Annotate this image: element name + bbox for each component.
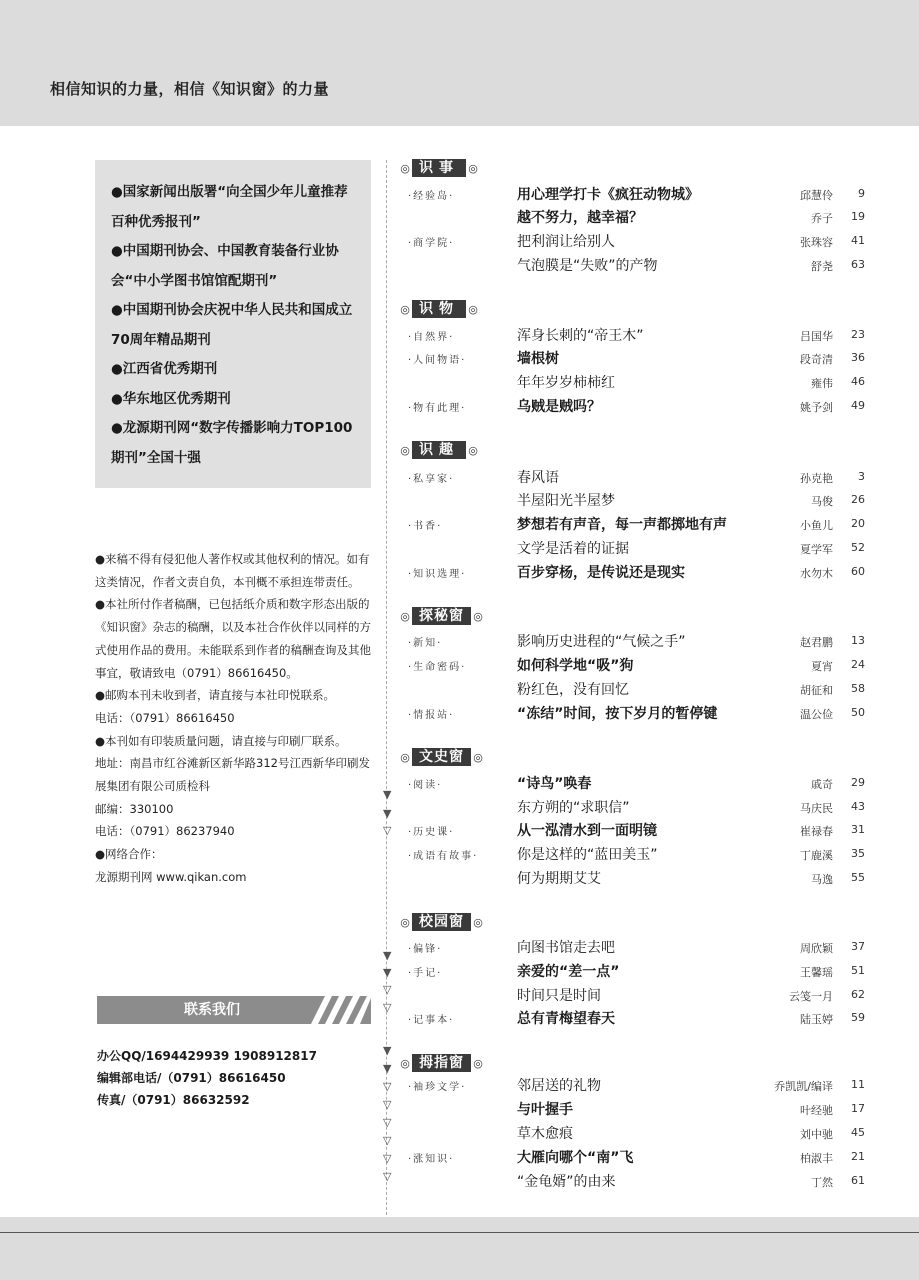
author-name: 丁鹿溪	[800, 849, 833, 862]
article-title: 越不努力，越幸福？	[517, 210, 643, 226]
column-name: ·情报站·	[408, 710, 455, 721]
ornament-icon: ◎	[468, 443, 478, 457]
ornament-icon: ◎	[473, 750, 483, 764]
page-number: 35	[851, 847, 865, 860]
honor-item: ●华东地区优秀期刊	[111, 390, 231, 407]
column-name: ·涨知识·	[408, 1154, 455, 1165]
page-number: 13	[851, 634, 865, 647]
page-number: 63	[851, 258, 865, 271]
article-title: 东方朔的“求职信”	[517, 800, 630, 816]
contact-title: 联系我们	[184, 1002, 240, 1018]
ornament-icon: ◎	[400, 161, 410, 175]
article-title: 从一泓清水到一面明镜	[517, 823, 657, 839]
contact-line: 传真/（0791）86632592	[97, 1093, 250, 1107]
section-title: 文史窗	[412, 748, 471, 766]
notice-line: 地址：南昌市红谷滩新区新华路312号江西新华印刷发展集团有限公司质检科	[95, 756, 370, 794]
page-number: 11	[851, 1078, 865, 1091]
article-title: 浑身长刺的“帝王木”	[517, 328, 644, 344]
author-name: 小鱼儿	[800, 519, 833, 532]
toc-entry[interactable]	[398, 773, 868, 795]
author-name: 乔子	[811, 212, 833, 225]
section-header	[398, 913, 485, 931]
ornament-icon: ◎	[400, 609, 410, 623]
section-title: 探秘窗	[412, 607, 471, 625]
author-name: 张珠容	[800, 236, 833, 249]
toc-entry[interactable]	[398, 514, 868, 536]
honor-item: ●中国期刊协会庆祝中华人民共和国成立70周年精品期刊	[111, 302, 353, 348]
page-slogan: 相信知识的力量，相信《知识窗》的力量	[50, 80, 330, 98]
triangle-marker-icon: ▼	[383, 788, 392, 801]
contact-line: 编辑部电话/（0791）86616450	[97, 1071, 286, 1085]
toc-entry[interactable]	[398, 1075, 868, 1097]
triangle-marker-icon: ▽	[383, 1134, 392, 1147]
author-name: 刘中驰	[800, 1128, 833, 1141]
notice-line: 电话：（0791）86616450	[95, 710, 235, 725]
contact-line: 办公QQ/1694429939 1908912817	[97, 1049, 317, 1063]
footer-band	[0, 1217, 919, 1280]
page-number: 49	[851, 399, 865, 412]
toc-entry[interactable]	[398, 348, 868, 370]
toc-entry[interactable]	[398, 1147, 868, 1169]
author-name: 马俊	[811, 495, 833, 508]
toc-entry[interactable]	[398, 325, 868, 347]
triangle-marker-icon: ▽	[383, 983, 392, 996]
triangle-marker-icon: ▼	[383, 949, 392, 962]
article-title: 半屋阳光半屋梦	[517, 493, 615, 509]
article-title: 与叶握手	[517, 1102, 573, 1118]
section-header	[398, 607, 485, 625]
author-name: 叶经驰	[800, 1104, 833, 1117]
author-name: 水勿木	[800, 567, 833, 580]
section-header	[398, 1054, 485, 1072]
triangle-marker-icon: ▽	[383, 1116, 392, 1129]
toc-entry[interactable]	[398, 231, 868, 253]
toc-entry[interactable]	[398, 372, 868, 394]
toc-entry[interactable]	[398, 679, 868, 701]
page-number: 29	[851, 776, 865, 789]
honor-item: ●江西省优秀期刊	[111, 361, 218, 377]
page-number: 9	[858, 187, 865, 200]
page-number: 36	[851, 351, 865, 364]
article-title: 用心理学打卡《疯狂动物城》	[517, 187, 699, 203]
section-title: 识事	[412, 159, 466, 177]
section-title: 识物	[412, 300, 466, 318]
author-name: 柏淑丰	[800, 1152, 833, 1165]
notice-line: 龙源期刊网 www.qikan.com	[95, 869, 247, 884]
page-number: 41	[851, 234, 865, 247]
triangle-marker-icon: ▽	[383, 1098, 392, 1111]
toc-entry[interactable]	[398, 937, 868, 959]
section-title: 拇指窗	[412, 1054, 471, 1072]
column-name: ·阅读·	[408, 780, 443, 791]
article-title: 乌贼是贼吗？	[517, 399, 601, 415]
column-name: ·成语有故事·	[408, 851, 479, 862]
toc-entry[interactable]	[398, 631, 868, 653]
page-number: 26	[851, 493, 865, 506]
ornament-icon: ◎	[400, 302, 410, 316]
toc-entry[interactable]	[398, 961, 868, 983]
honor-item: ●国家新闻出版署“向全国少年儿童推荐百种优秀报刊”	[111, 184, 348, 230]
article-title: 邻居送的礼物	[517, 1078, 601, 1094]
notice-line: ●网络合作：	[95, 847, 163, 862]
author-name: 马庆民	[800, 802, 833, 815]
toc-entry[interactable]	[398, 184, 868, 206]
article-title: 年年岁岁柿柿红	[517, 375, 615, 391]
page-number: 61	[851, 1174, 865, 1187]
author-name: 温公俭	[800, 708, 833, 721]
article-title: 百步穿杨，是传说还是现实	[517, 565, 685, 581]
ornament-icon: ◎	[400, 750, 410, 764]
section-title: 校园窗	[412, 913, 471, 931]
toc-entry[interactable]	[398, 820, 868, 842]
author-name: 吕国华	[800, 330, 833, 343]
author-name: 夏宵	[811, 660, 833, 673]
notice-line: 邮编：330100	[95, 801, 174, 816]
page-number: 19	[851, 210, 865, 223]
notice-line: ●本刊如有印装质量问题，请直接与印刷厂联系。	[95, 733, 347, 748]
footer-rule	[0, 1232, 919, 1233]
page-number: 55	[851, 871, 865, 884]
column-name: ·商学院·	[408, 238, 455, 249]
article-title: “诗鸟”唤春	[517, 776, 592, 792]
column-name: ·新知·	[408, 638, 443, 649]
article-title: 向图书馆走去吧	[517, 940, 615, 956]
notice-line: ●来稿不得有侵犯他人著作权或其他权利的情况。如有这类情况，作者文责自负，本刊概不承担连带责任。	[95, 552, 370, 589]
ornament-icon: ◎	[400, 915, 410, 929]
section-header	[398, 300, 480, 318]
toc-entry[interactable]	[398, 1123, 868, 1145]
section-header	[398, 441, 480, 459]
page-number: 46	[851, 375, 865, 388]
article-title: 春风语	[517, 470, 559, 486]
column-name: ·经验岛·	[408, 191, 455, 202]
page-number: 52	[851, 541, 865, 554]
author-name: 王馨瑶	[800, 966, 833, 979]
toc-entry[interactable]	[398, 1008, 868, 1030]
article-title: 影响历史进程的“气候之手”	[517, 634, 686, 650]
page-number: 62	[851, 988, 865, 1001]
article-title: 时间只是时间	[517, 988, 601, 1004]
page-number: 3	[858, 470, 865, 483]
ornament-icon: ◎	[468, 302, 478, 316]
honor-item: ●龙源期刊网“数字传播影响力TOP100期刊”全国十强	[111, 420, 353, 466]
author-name: 云笺一月	[789, 990, 833, 1003]
author-name: 陆玉婷	[800, 1013, 833, 1026]
toc-entry[interactable]	[398, 868, 868, 890]
ornament-icon: ◎	[400, 443, 410, 457]
triangle-marker-icon: ▼	[383, 1062, 392, 1075]
contact-info	[97, 1045, 317, 1111]
triangle-marker-icon: ▽	[383, 1152, 392, 1165]
article-title: 你是这样的“蓝田美玉”	[517, 847, 658, 863]
contact-header	[97, 996, 371, 1024]
notice-line: ●本社所付作者稿酬，已包括纸介质和数字形态出版的《知识窗》杂志的稿酬，以及本社合作伙伴以同样的方式使用作品的费用。未能联系到作者的稿酬查询及其他事宜，敬请致电（0791）86616450。	[95, 597, 371, 680]
column-name: ·私享家·	[408, 474, 455, 485]
article-title: “金龟婿”的由来	[517, 1174, 616, 1190]
page-number: 37	[851, 940, 865, 953]
author-name: 周欣颖	[800, 942, 833, 955]
ornament-icon: ◎	[473, 609, 483, 623]
page-number: 58	[851, 682, 865, 695]
column-name: ·物有此理·	[408, 403, 467, 414]
toc-entry[interactable]	[398, 703, 868, 725]
toc-entry[interactable]	[398, 255, 868, 277]
ornament-icon: ◎	[473, 1056, 483, 1070]
notice-line: 电话：（0791）86237940	[95, 824, 235, 839]
notice-block	[95, 548, 377, 889]
article-title: 把利润让给别人	[517, 234, 615, 250]
page-number: 20	[851, 517, 865, 530]
toc-entry[interactable]	[398, 655, 868, 677]
stripe-decoration-icon	[301, 996, 371, 1024]
ornament-icon: ◎	[400, 1056, 410, 1070]
column-name: ·偏锋·	[408, 944, 443, 955]
author-name: 戚奇	[811, 778, 833, 791]
triangle-marker-icon: ▼	[383, 807, 392, 820]
page-number: 60	[851, 565, 865, 578]
page-number: 50	[851, 706, 865, 719]
page-number: 23	[851, 328, 865, 341]
toc-entry[interactable]	[398, 396, 868, 418]
section-header	[398, 748, 485, 766]
article-title: 气泡膜是“失败”的产物	[517, 258, 658, 274]
toc-entry[interactable]	[398, 797, 868, 819]
article-title: 梦想若有声音，每一声都掷地有声	[517, 517, 727, 533]
triangle-marker-icon: ▽	[383, 824, 392, 837]
triangle-marker-icon: ▽	[383, 1170, 392, 1183]
triangle-marker-icon: ▼	[383, 1044, 392, 1057]
toc-entry[interactable]	[398, 538, 868, 560]
page-number: 21	[851, 1150, 865, 1163]
article-title: “冻结”时间，按下岁月的暂停键	[517, 706, 718, 722]
section-title: 识趣	[412, 441, 466, 459]
toc-entry[interactable]	[398, 1171, 868, 1193]
honor-item: ●中国期刊协会、中国教育装备行业协会“中小学图书馆馆配期刊”	[111, 243, 339, 289]
toc-entry[interactable]	[398, 207, 868, 229]
toc-entry[interactable]	[398, 1099, 868, 1121]
author-name: 夏学军	[800, 543, 833, 556]
article-title: 亲爱的“差一点”	[517, 964, 620, 980]
column-name: ·自然界·	[408, 332, 455, 343]
page-number: 59	[851, 1011, 865, 1024]
honors-box	[95, 160, 371, 488]
article-title: 总有青梅望春天	[517, 1011, 615, 1027]
toc-entry[interactable]	[398, 562, 868, 584]
toc-entry[interactable]	[398, 490, 868, 512]
column-name: ·历史课·	[408, 827, 455, 838]
author-name: 雍伟	[811, 377, 833, 390]
author-name: 邱慧伶	[800, 189, 833, 202]
article-title: 何为期期艾艾	[517, 871, 601, 887]
page-number: 31	[851, 823, 865, 836]
article-title: 大雁向哪个“南”飞	[517, 1150, 634, 1166]
author-name: 姚予剑	[800, 401, 833, 414]
triangle-marker-icon: ▽	[383, 1080, 392, 1093]
page-number: 43	[851, 800, 865, 813]
section-header	[398, 159, 480, 177]
ornament-icon: ◎	[468, 161, 478, 175]
column-name: ·手记·	[408, 968, 443, 979]
author-name: 乔凯凯/编译	[774, 1080, 833, 1093]
page-number: 24	[851, 658, 865, 671]
author-name: 丁然	[811, 1176, 833, 1189]
author-name: 胡征和	[800, 684, 833, 697]
article-title: 粉红色，没有回忆	[517, 682, 629, 698]
page-number: 17	[851, 1102, 865, 1115]
triangle-marker-icon: ▼	[383, 966, 392, 979]
article-title: 如何科学地“吸”狗	[517, 658, 634, 674]
author-name: 舒尧	[811, 260, 833, 273]
page-number: 51	[851, 964, 865, 977]
page-number: 45	[851, 1126, 865, 1139]
article-title: 墙根树	[517, 351, 559, 367]
column-name: ·袖珍文学·	[408, 1082, 467, 1093]
triangle-marker-icon: ▽	[383, 1001, 392, 1014]
author-name: 段奇清	[800, 353, 833, 366]
ornament-icon: ◎	[473, 915, 483, 929]
author-name: 孙克艳	[800, 472, 833, 485]
toc-entry[interactable]	[398, 844, 868, 866]
article-title: 草木愈痕	[517, 1126, 573, 1142]
notice-line: ●邮购本刊未收到者，请直接与本社印悦联系。	[95, 688, 336, 703]
header-band	[0, 0, 919, 126]
author-name: 马逸	[811, 873, 833, 886]
author-name: 赵君鹏	[800, 636, 833, 649]
column-name: ·记事本·	[408, 1015, 455, 1026]
column-name: ·书香·	[408, 521, 443, 532]
author-name: 崔禄春	[800, 825, 833, 838]
column-name: ·生命密码·	[408, 662, 467, 673]
column-name: ·知识选理·	[408, 569, 467, 580]
column-name: ·人间物语·	[408, 355, 467, 366]
toc-entry[interactable]	[398, 985, 868, 1007]
toc-entry[interactable]	[398, 467, 868, 489]
article-title: 文学是活着的证据	[517, 541, 629, 557]
